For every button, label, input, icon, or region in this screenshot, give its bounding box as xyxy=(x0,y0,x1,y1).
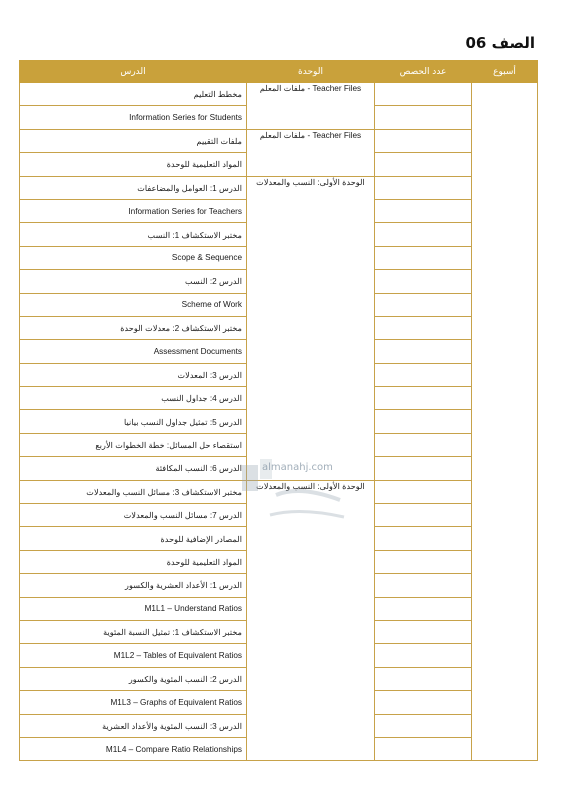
periods-cell xyxy=(375,433,472,456)
table-row xyxy=(20,480,538,503)
periods-cell xyxy=(375,550,472,573)
periods-cell xyxy=(375,504,472,527)
lesson-cell: Scheme of Work xyxy=(20,293,247,316)
lesson-cell: الدرس 3: النسب المئوية والأعداد العشرية xyxy=(20,714,247,737)
lesson-cell: M1L4 – Compare Ratio Relationships xyxy=(20,737,247,760)
periods-cell xyxy=(375,129,472,152)
periods-cell xyxy=(375,644,472,667)
lesson-cell: Information Series for Teachers xyxy=(20,199,247,222)
periods-cell xyxy=(375,83,472,106)
periods-cell xyxy=(375,387,472,410)
periods-cell xyxy=(375,597,472,620)
unit-cell: الوحدة الأولى: النسب والمعدلات xyxy=(247,176,375,480)
lesson-cell: استقصاء حل المسائل: خطة الخطوات الأربع xyxy=(20,433,247,456)
periods-cell xyxy=(375,410,472,433)
header-periods: عدد الحصص xyxy=(375,61,472,83)
lesson-plan-table xyxy=(19,60,538,761)
page-title: الصف 06 xyxy=(465,34,535,52)
lesson-cell: المواد التعليمية للوحدة xyxy=(20,550,247,573)
periods-cell xyxy=(375,106,472,129)
table-row xyxy=(20,129,538,152)
lesson-cell: الدرس 2: النسب xyxy=(20,270,247,293)
lesson-cell: المواد التعليمية للوحدة xyxy=(20,153,247,176)
periods-cell xyxy=(375,246,472,269)
table-header-row xyxy=(20,61,538,83)
periods-cell xyxy=(375,574,472,597)
periods-cell xyxy=(375,620,472,643)
lesson-cell: M1L3 – Graphs of Equivalent Ratios xyxy=(20,691,247,714)
lesson-cell: الدرس 1: العوامل والمضاعفات xyxy=(20,176,247,199)
lesson-cell: الدرس 5: تمثيل جداول النسب بيانيا xyxy=(20,410,247,433)
periods-cell xyxy=(375,176,472,199)
header-week: أسبوع xyxy=(472,61,538,83)
lesson-cell: مختبر الاستكشاف 1: النسب xyxy=(20,223,247,246)
lesson-cell: الدرس 2: النسب المئوية والكسور xyxy=(20,667,247,690)
periods-cell xyxy=(375,223,472,246)
lesson-cell: مختبر الاستكشاف 1: تمثيل النسبة المئوية xyxy=(20,620,247,643)
periods-cell xyxy=(375,199,472,222)
table-row xyxy=(20,176,538,199)
lesson-cell: M1L1 – Understand Ratios xyxy=(20,597,247,620)
periods-cell xyxy=(375,363,472,386)
periods-cell xyxy=(375,667,472,690)
periods-cell xyxy=(375,737,472,760)
table-row xyxy=(20,83,538,106)
periods-cell xyxy=(375,153,472,176)
lesson-cell: Assessment Documents xyxy=(20,340,247,363)
lesson-cell: الدرس 7: مسائل النسب والمعدلات xyxy=(20,504,247,527)
periods-cell xyxy=(375,316,472,339)
lesson-cell: Scope & Sequence xyxy=(20,246,247,269)
lesson-cell: الدرس 3: المعدلات xyxy=(20,363,247,386)
lesson-cell: مختبر الاستكشاف 3: مسائل النسب والمعدلات xyxy=(20,480,247,503)
lesson-cell: M1L2 – Tables of Equivalent Ratios xyxy=(20,644,247,667)
periods-cell xyxy=(375,340,472,363)
unit-cell: Teacher Files - ملفات المعلم xyxy=(247,83,375,130)
lesson-cell: الدرس 6: النسب المكافئة xyxy=(20,457,247,480)
watermark-url: almanahj.com xyxy=(262,462,333,473)
header-unit: الوحدة xyxy=(247,61,375,83)
lesson-cell: الدرس 4: جداول النسب xyxy=(20,387,247,410)
periods-cell xyxy=(375,480,472,503)
periods-cell xyxy=(375,270,472,293)
lesson-cell: المصادر الإضافية للوحدة xyxy=(20,527,247,550)
week-cell xyxy=(472,83,538,761)
unit-cell: Teacher Files - ملفات المعلم xyxy=(247,129,375,176)
lesson-cell: Information Series for Students xyxy=(20,106,247,129)
periods-cell xyxy=(375,527,472,550)
lesson-cell: مخطط التعليم xyxy=(20,83,247,106)
periods-cell xyxy=(375,293,472,316)
lesson-cell: ملفات التقييم xyxy=(20,129,247,152)
unit-cell: الوحدة الأولى: النسب والمعدلات xyxy=(247,480,375,761)
header-lesson: الدرس xyxy=(20,61,247,83)
periods-cell xyxy=(375,691,472,714)
periods-cell xyxy=(375,714,472,737)
lesson-cell: مختبر الاستكشاف 2: معدلات الوحدة xyxy=(20,316,247,339)
lesson-cell: الدرس 1: الأعداد العشرية والكسور xyxy=(20,574,247,597)
periods-cell xyxy=(375,457,472,480)
